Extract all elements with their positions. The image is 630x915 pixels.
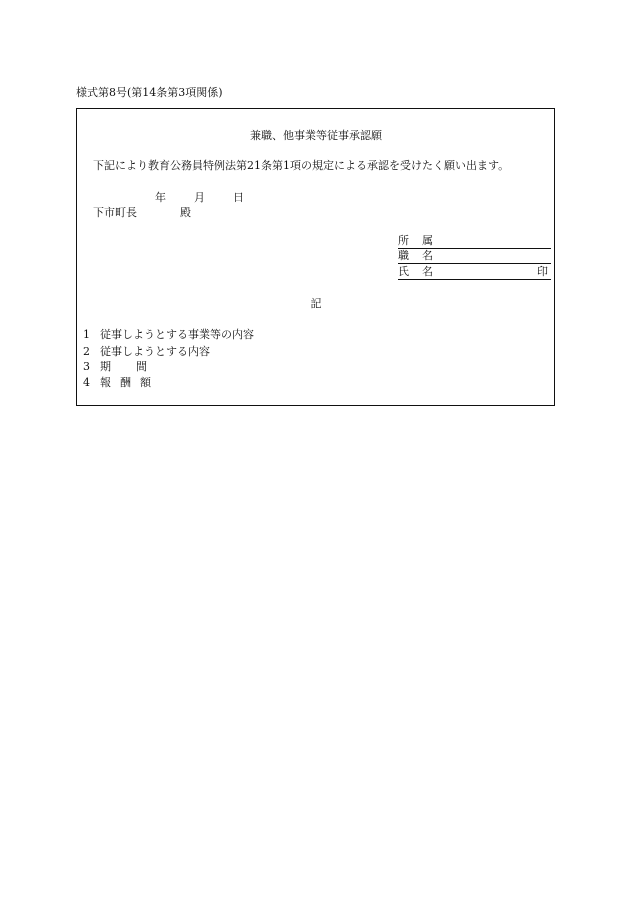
list-item [83,328,254,341]
remuneration-label-char-3: 額 [140,376,151,389]
addressee-line [93,206,191,219]
addressee-honorific: 殿 [180,206,191,219]
period-label-char-1: 期 [100,360,111,373]
date-line [155,191,244,204]
seal-mark: 印 [537,265,548,278]
intro-text: 下記により教育公務員特例法第21条第1項の規定による承認を受けたく願い出ます。 [93,159,510,172]
department-label-char-1: 所 [398,234,409,247]
list-item-number: 3 [83,360,90,373]
list-item-number: 1 [83,328,90,341]
applicant-department-field [398,234,551,249]
list-item-text: 従事しようとする内容 [100,345,210,358]
date-day-label: 日 [233,191,244,204]
name-label-char-1: 氏 [398,265,409,278]
application-form-box [76,108,555,406]
remuneration-label-char-2: 酬 [120,376,131,389]
list-item-text: 従事しようとする事業等の内容 [100,328,254,341]
date-year-label: 年 [155,191,166,204]
document-title: 兼職、他事業等従事承認願 [250,129,382,142]
form-number-label: 様式第8号(第14条第3項関係) [76,86,223,99]
ki-heading: 記 [310,297,322,310]
list-item [83,345,210,358]
position-label-char-2: 名 [422,249,433,262]
applicant-name-field [398,265,551,280]
list-item [83,360,147,373]
list-item-number: 4 [83,376,90,389]
list-item-number: 2 [83,345,90,358]
list-item [83,376,151,389]
addressee-name: 下市町長 [93,206,137,219]
position-label-char-1: 職 [398,249,409,262]
period-label-char-2: 間 [136,360,147,373]
applicant-position-field [398,249,551,264]
name-label-char-2: 名 [422,265,433,278]
date-month-label: 月 [194,191,205,204]
department-label-char-2: 属 [422,234,433,247]
remuneration-label-char-1: 報 [100,376,111,389]
